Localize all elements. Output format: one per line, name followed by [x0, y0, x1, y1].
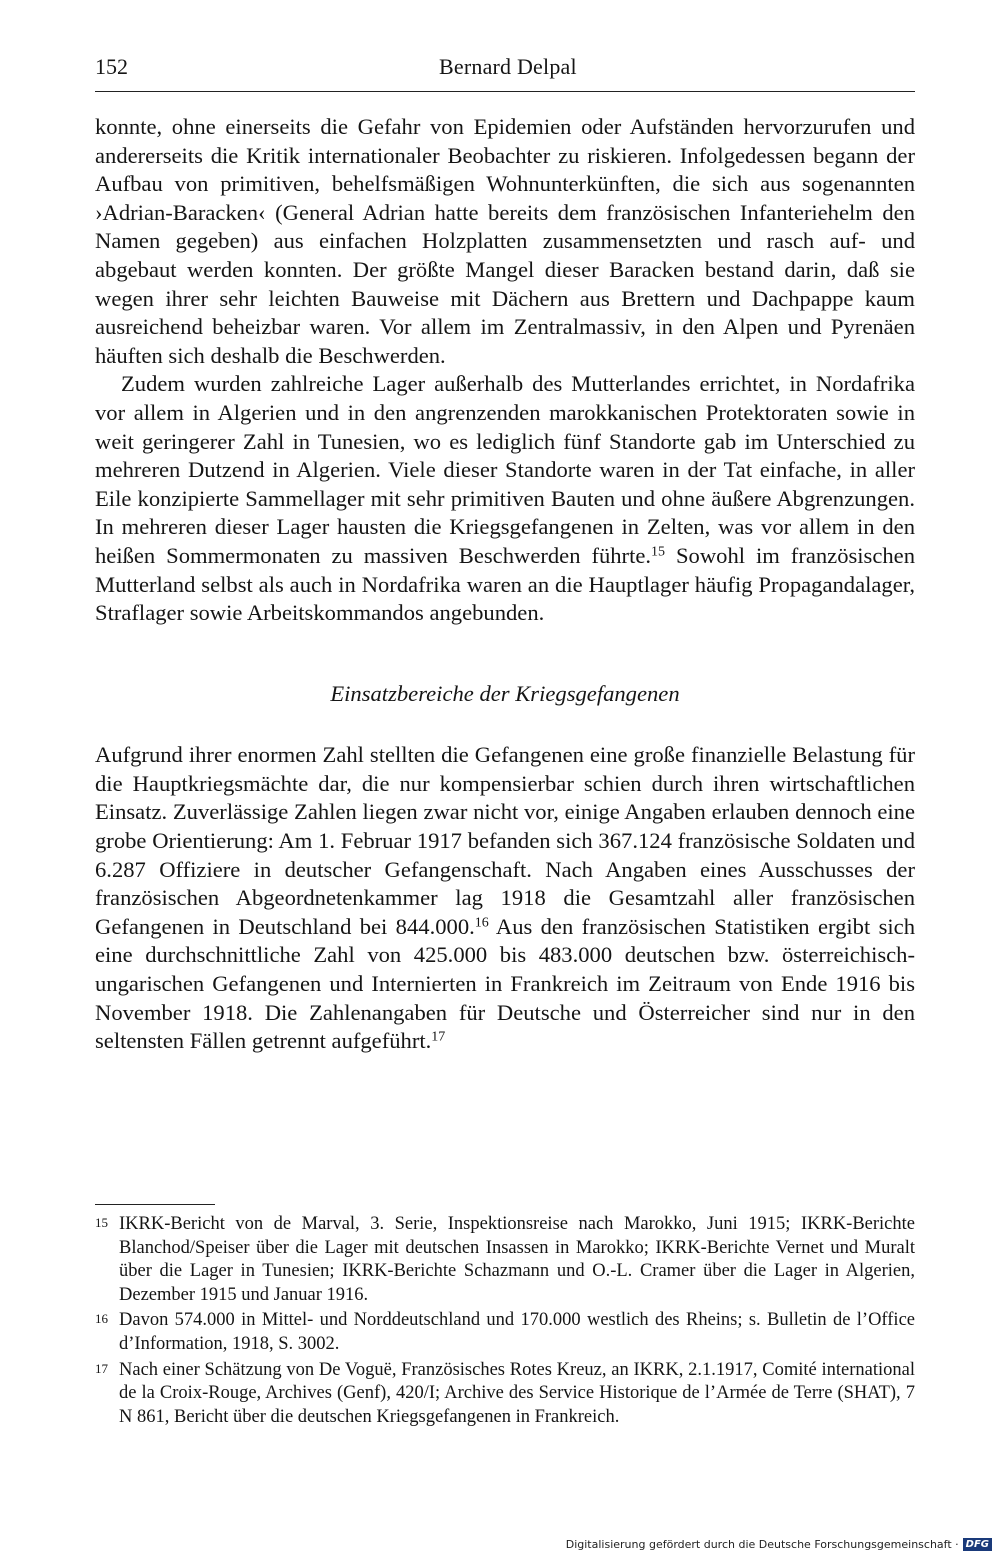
paragraph-3-part-a: Aufgrund ihrer enormen Zahl stellten die Gefangenen eine große finanzielle Belastung für die Hauptkriegsmächte dar, die nur kompensierbar schien durch ihren wirtschaftlichen Einsatz. Zuverlässige Zahlen liegen zwar nicht vor, einige Angaben erlauben dennoch eine grobe Orientierung: Am 1. Februar 1917 befanden sich 367.124 französische Soldaten und 6.287 Offiziere in deutscher Gefangenschaft. Nach Angaben eines Ausschusses der französischen Abgeordnetenkammer lag 1918 die Gesamtzahl aller französischen Gefangenen in Deutschland bei 844.000. [95, 742, 915, 939]
dfg-logo: DFG [963, 1538, 992, 1551]
footnote-divider [95, 1204, 215, 1205]
main-text [95, 113, 915, 1056]
paragraph-3-part-b: Aus den französischen Statistiken ergibt sich eine durchschnittliche Zahl von 425.000 bis 483.000 deutschen bzw. österreichisch-ungarischen Gefangenen und Internierten in Frankreich im Zeitraum von Ende 1916 bis November 1918. Die Zahlenangaben für Deutsche und Österreicher sind nur in den seltensten Fällen getrennt aufgeführt. [95, 913, 915, 1054]
paragraph-1: konnte, ohne einerseits die Gefahr von Epidemien oder Aufständen hervorzurufen und andererseits die Kritik internationaler Beobachter zu riskieren. Infolgedessen begann der Aufbau von primitiven, behelfsmäßigen Wohnunterkünften, die sich aus sogenannten ›Adrian-Baracken‹ (General Adrian hatte bereits dem französischen Infanteriehelm den Namen gegeben) aus einfachen Holzplatten zusammensetzten und rasch auf- und abgebaut werden konnten. Der größte Mangel dieser Baracken bestand darin, daß sie wegen ihrer sehr leichten Bauweise mit Dächern aus Brettern und Dachpappe kaum ausreichend beheizbar waren. Vor allem im Zentralmassiv, in den Alpen und Pyrenäen häuften sich deshalb die Beschwerden. [95, 114, 915, 368]
paragraph-3 [95, 741, 915, 1056]
footnote-text: Nach einer Schätzung von De Voguë, Französisches Rotes Kreuz, an IKRK, 2.1.1917, Comité international de la Croix-Rouge, Archives (Genf), 420/I; Archive des Service Historique de l’Armée de Terre (SHAT), 7 N 861, Bericht über die deutschen Kriegsgefangenen in Frankreich. [119, 1359, 915, 1427]
footnote-number: 16 [95, 1311, 108, 1327]
footnote-15 [95, 1213, 915, 1307]
footnote-number: 15 [95, 1215, 108, 1230]
footnote-ref-16: 16 [474, 915, 489, 931]
footnote-text: Davon 574.000 in Mittel- und Norddeutschland und 170.000 westlich des Rheins; s. Bulletin de l’Office d’Information, 1918, S. 3002. [119, 1310, 915, 1354]
footnotes [95, 1213, 915, 1431]
page-header [95, 50, 915, 92]
section-heading: Einsatzbereiche der Kriegsgefangenen [330, 680, 680, 706]
digitization-credit [566, 1538, 992, 1551]
footnote-number: 17 [95, 1360, 108, 1376]
credit-text: Digitalisierung gefördert durch die Deutsche Forschungsgemeinschaft · [565, 1538, 959, 1551]
paragraph-2-part-a: Zudem wurden zahlreiche Lager außerhalb des Mutterlandes errichtet, in Nordafrika vor allem in Algerien und in den angrenzenden marokkanischen Protektoraten sowie in weit geringerer Zahl in Tunesien, wo es lediglich fünf Standorte gab im Unterschied zu mehreren Dutzend in Algerien. Viele dieser Standorte waren in der Tat einfache, in aller Eile konzipierte Sammellager mit sehr primitiven Bauten und ohne äußere Abgrenzungen. In mehreren dieser Lager hausten die Kriegsgefangenen in Zelten, was vor allem in den heißen Sommermonaten zu massiven Beschwerden führte. [95, 371, 915, 568]
footnote-ref-15: 15 [651, 544, 666, 560]
footnote-text: IKRK-Bericht von de Marval, 3. Serie, Inspektionsreise nach Marokko, Juni 1915; IKRK-Berichte Blanchod/Speiser über die Lager mit deutschen Insassen in Marokko; IKRK-Berichte Vernet und Muralt über die Lager in Tunesien; IKRK-Berichte Schazmann und O.-L. Cramer über die Lager in Algerien, Dezember 1915 und Januar 1916. [119, 1214, 915, 1305]
paragraph-2-part-b: Sowohl im französischen Mutterland selbst als auch in Nordafrika waren an die Hauptlager häufig Propagandalager, Straflager sowie Arbeitskommandos angebunden. [95, 542, 916, 626]
footnote-16 [95, 1309, 915, 1356]
page-number: 152 [95, 54, 128, 79]
running-head-author: Bernard Delpal [439, 54, 577, 79]
paragraph-2 [95, 370, 915, 627]
footnote-ref-17: 17 [431, 1029, 446, 1045]
footnote-17 [95, 1359, 915, 1430]
